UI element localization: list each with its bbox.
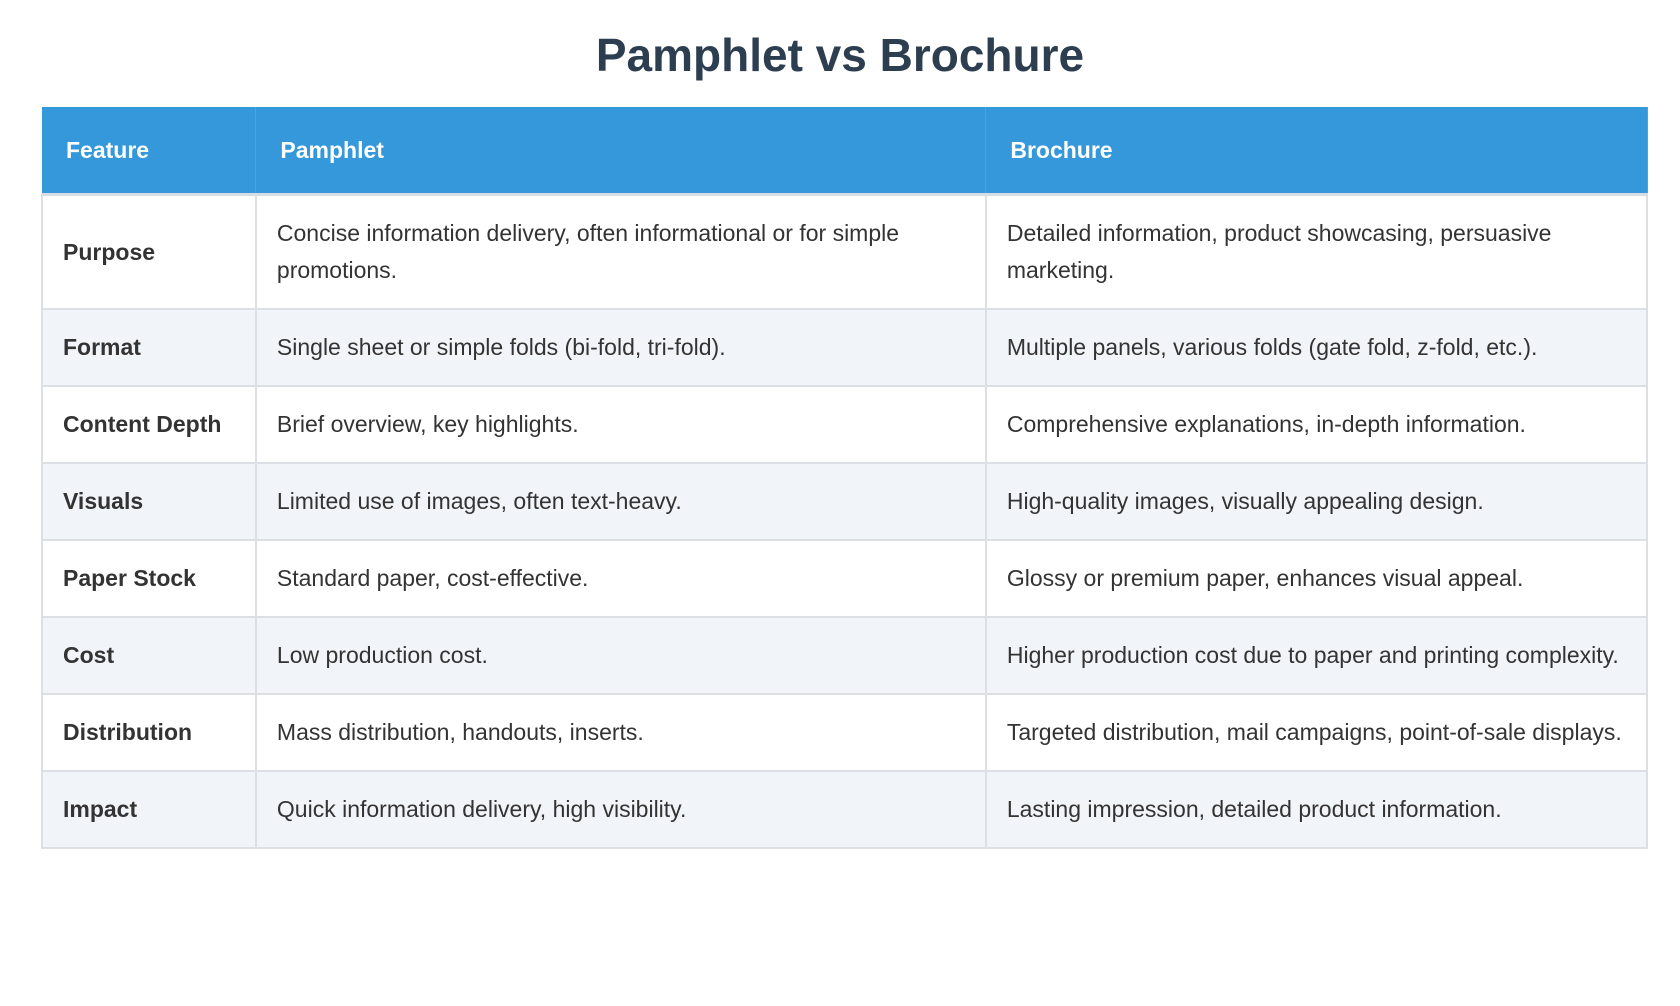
- table-header-row: [42, 107, 1647, 195]
- header-pamphlet: Pamphlet: [256, 107, 986, 195]
- page-title: Pamphlet vs Brochure: [595, 29, 1085, 81]
- pamphlet-cell: Mass distribution, handouts, inserts.: [256, 694, 986, 771]
- table-row: [42, 617, 1647, 694]
- table-row: [42, 771, 1647, 848]
- brochure-cell: Glossy or premium paper, enhances visual appeal.: [986, 540, 1647, 617]
- pamphlet-cell: Concise information delivery, often informational or for simple promotions.: [256, 195, 986, 310]
- table-row: [42, 694, 1647, 771]
- table-row: [42, 309, 1647, 386]
- feature-cell: Distribution: [42, 694, 256, 771]
- brochure-cell: Detailed information, product showcasing, persuasive marketing.: [986, 195, 1647, 310]
- pamphlet-cell: Quick information delivery, high visibility.: [256, 771, 986, 848]
- header-feature: Feature: [42, 107, 256, 195]
- brochure-cell: Comprehensive explanations, in-depth information.: [986, 386, 1647, 463]
- feature-cell: Visuals: [42, 463, 256, 540]
- brochure-cell: High-quality images, visually appealing design.: [986, 463, 1647, 540]
- table-row: [42, 463, 1647, 540]
- pamphlet-cell: Standard paper, cost-effective.: [256, 540, 986, 617]
- table-row: [42, 195, 1647, 310]
- feature-cell: Impact: [42, 771, 256, 848]
- brochure-cell: Lasting impression, detailed product information.: [986, 771, 1647, 848]
- feature-cell: Format: [42, 309, 256, 386]
- table-row: [42, 540, 1647, 617]
- pamphlet-cell: Limited use of images, often text-heavy.: [256, 463, 986, 540]
- pamphlet-cell: Low production cost.: [256, 617, 986, 694]
- pamphlet-cell: Single sheet or simple folds (bi-fold, tri-fold).: [256, 309, 986, 386]
- brochure-cell: Targeted distribution, mail campaigns, point-of-sale displays.: [986, 694, 1647, 771]
- feature-cell: Content Depth: [42, 386, 256, 463]
- table-row: [42, 386, 1647, 463]
- brochure-cell: Higher production cost due to paper and printing complexity.: [986, 617, 1647, 694]
- feature-cell: Purpose: [42, 195, 256, 310]
- comparison-table: [41, 107, 1648, 849]
- header-brochure: Brochure: [986, 107, 1647, 195]
- brochure-cell: Multiple panels, various folds (gate fold, z-fold, etc.).: [986, 309, 1647, 386]
- feature-cell: Cost: [42, 617, 256, 694]
- feature-cell: Paper Stock: [42, 540, 256, 617]
- pamphlet-cell: Brief overview, key highlights.: [256, 386, 986, 463]
